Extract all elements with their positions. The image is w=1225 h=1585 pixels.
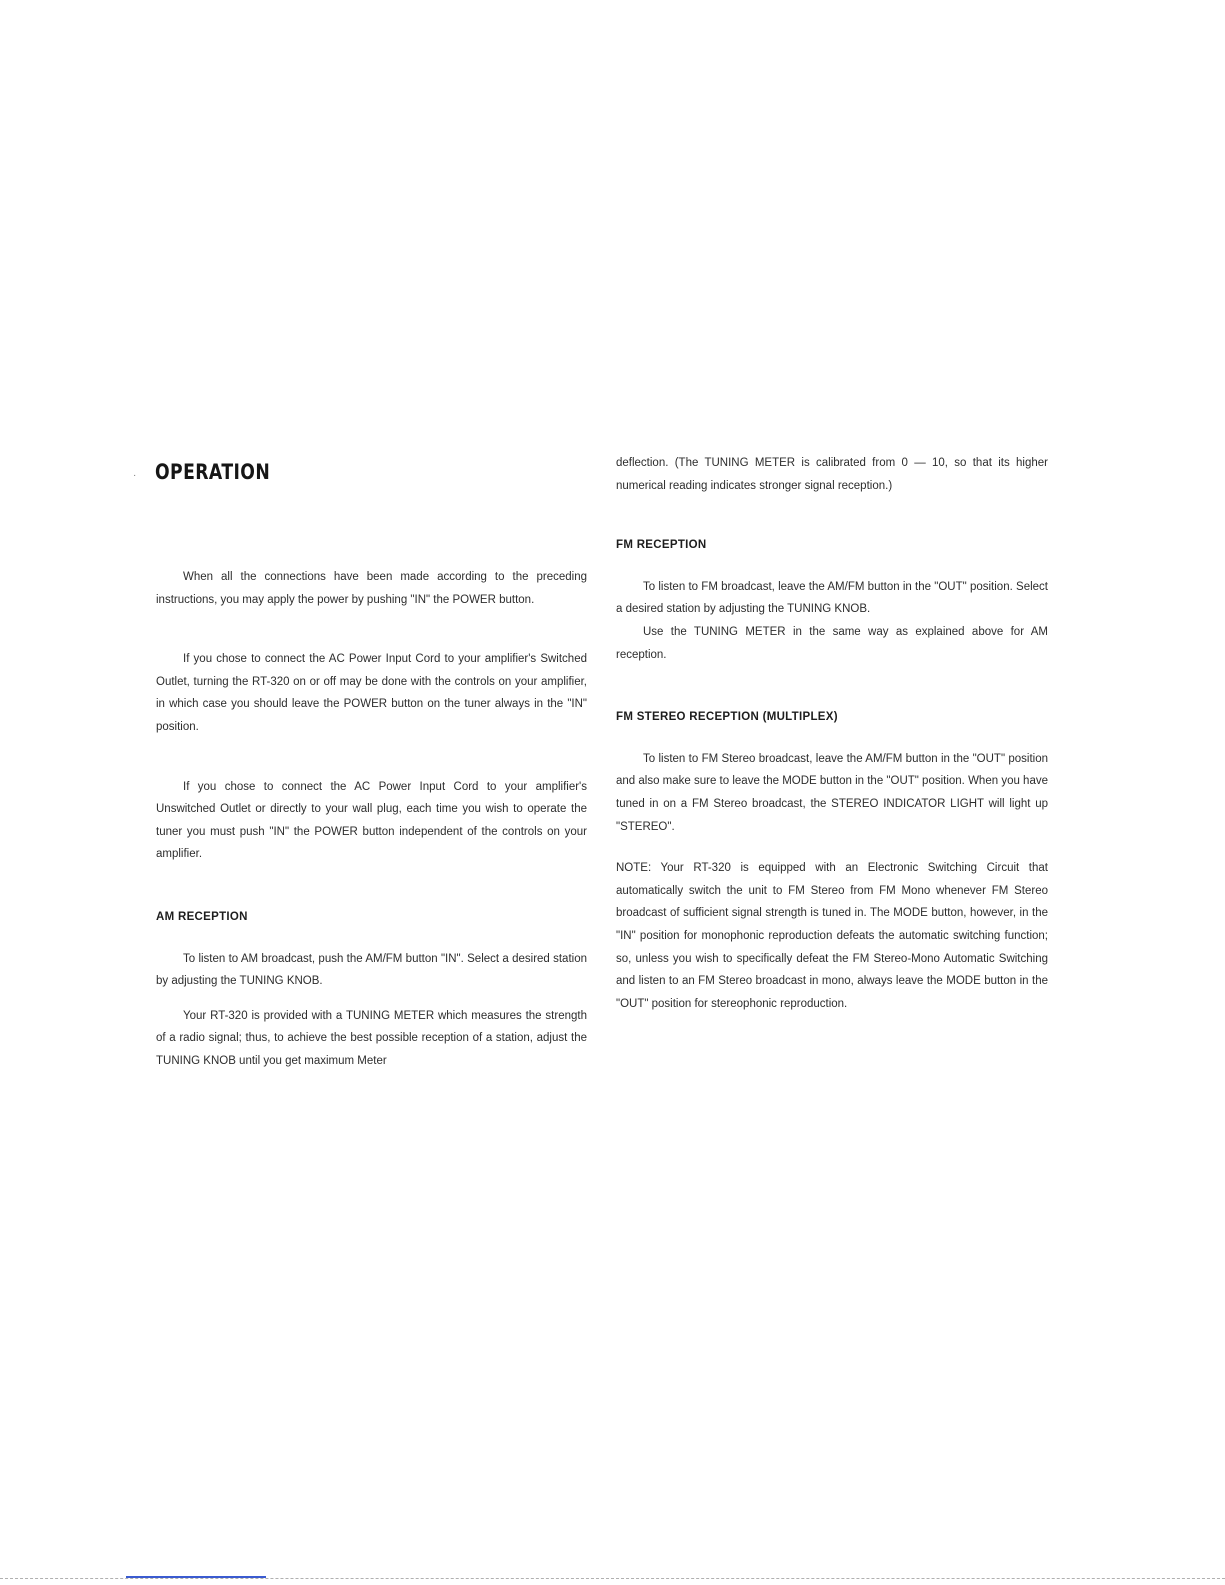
fm-paragraph-2: Use the TUNING METER in the same way as explained above for AM reception. (616, 625, 1048, 661)
fm-stereo-reception-heading: FM STEREO RECEPTION (MULTIPLEX) (616, 711, 838, 724)
intro-paragraph-1: When all the connections have been made according to the preceding instructions, you may apply the power by pushing "IN" the POWER button. (156, 571, 587, 606)
fm-paragraph-1: To listen to FM broadcast, leave the AM/FM button in the "OUT" position. Select a desired station by adjusting the TUNING KNOB. (616, 580, 1048, 616)
am-paragraph-2: Your RT-320 is provided with a TUNING METER which measures the strength of a radio signal; thus, to achieve the best possible reception of a station, adjust the TUNING KNOB until you get maximum Meter (156, 1009, 587, 1067)
viewer-link-bar (126, 1576, 266, 1578)
am-paragraph-1: To listen to AM broadcast, push the AM/FM button "IN". Select a desired station by adjusting the TUNING KNOB. (156, 952, 587, 988)
fm-reception-heading: FM RECEPTION (616, 539, 707, 552)
am-reception-heading: AM RECEPTION (156, 910, 248, 923)
page-title: OPERATION (155, 460, 271, 484)
continued-paragraph: deflection. (The TUNING METER is calibrated from 0 — 10, so that its higher numerical reading indicates stronger signal reception.) (616, 457, 1048, 492)
left-column (156, 566, 587, 1073)
fm-stereo-paragraph: To listen to FM Stereo broadcast, leave the AM/FM button in the "OUT" position and also make sure to leave the MODE button in the "OUT" position. When you have tuned in on a FM Stereo broadcast, the STEREO INDICATOR LIGHT will light up "STEREO". (616, 752, 1048, 833)
intro-paragraph-3: If you chose to connect the AC Power Input Cord to your amplifier's Unswitched Outlet or directly to your wall plug, each time you wish to operate the tuner you must push "IN" the POWER button independent of the controls on your amplifier. (156, 780, 587, 861)
note-paragraph: NOTE: Your RT-320 is equipped with an Electronic Switching Circuit that automatically switch the unit to FM Stereo from FM Mono whenever FM Stereo broadcast of sufficient signal strength is tuned in. The MODE button, however, in the "IN" position for monophonic reproduction defeats the automatic switching function; so, unless you wish to specifically defeat the FM Stereo-Mono Automatic Switching and listen to an FM Stereo broadcast in mono, always leave the MODE button in the "OUT" position for stereophonic reproduction. (616, 862, 1048, 1010)
right-column (616, 452, 1048, 1015)
intro-paragraph-2: If you chose to connect the AC Power Input Cord to your amplifier's Switched Outlet, turning the RT-320 on or off may be done with the controls on your amplifier, in which case you should leave the POWER button on the tuner always in the "IN" position. (156, 653, 587, 733)
page-bottom-edge (0, 1578, 1225, 1579)
scan-speck: · (133, 470, 137, 481)
